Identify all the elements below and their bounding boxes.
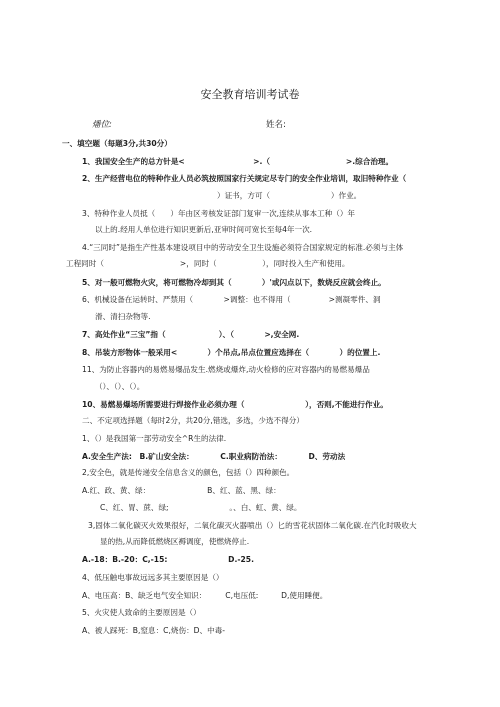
question-line: A.-18：B.-20：C,-15: D.-25. — [82, 555, 254, 564]
question-line: 6、机械设备在运转时、严禁用（ >调整：也不得用（ >测凝零件、洞 — [82, 295, 381, 304]
question-line: 滑、清扫杂物等. — [95, 312, 151, 321]
question-line: 2、生产经营电位的特种作业人员必筑按照国家行关规定尽专门的安全作业培训，取旧特种作业（ — [82, 174, 407, 183]
page-title: 安全教育培训考试卷 — [200, 88, 300, 101]
question-line: 工程同时（ >，同时（ ），同时投入生产和使用。 — [66, 259, 350, 268]
question-line: C、红、胃、蔗、绿; 。、白、虹、黄、绿。 — [100, 503, 302, 512]
question-line: A.安全生产法: B.矿山安全法： C.职业病防治法： D、劳动法 — [82, 452, 346, 461]
question-line: 5、火灾使人致命的主要原因是（） — [82, 608, 201, 617]
question-line: 4、低压触电事故远远多其主要原因是（） — [82, 573, 224, 582]
question-line: 3,固体二氧化碳灭火效果很好，二氧化碳灭火器喷出（）匕的雪花状固体二氧化碳.在汽化时吸收大 — [88, 521, 417, 530]
question-line: 4.“三同时”是指生产性基本建设项目中的劳动安全卫生设施必须符合国家规定的标准.必须与主体 — [82, 243, 404, 252]
question-line: 10、易燃易爆场所需要进行焊接作业必须办理（ ），否则,不能进行作业。 — [82, 400, 388, 409]
question-line: 一、填空题（每题3分,共30分） — [62, 139, 172, 148]
question-line: 5、对一般可燃物火灾，将可燃物冷却到其（ ）'或闪点以下，数烧反应就会终止。 — [82, 278, 386, 287]
question-line: 二、不定项选择题（每时2分，共20分,错选，多选，少选不得分） — [82, 416, 304, 425]
question-line: 8、吊装方形物体一般采用< ）个吊点,吊点位置应选择在（ ）的位置上. — [82, 348, 381, 357]
question-line: 显的热,从而降低燃烧区褥调度，使燃烧停止. — [100, 537, 250, 546]
question-line: A.红、政、黄、绿： B、红、蓝、黑、绿： — [82, 486, 281, 495]
question-line: 以上的.经用人单位进行知识更新后,亚审时间可宽长至每4年一次. — [95, 225, 313, 234]
question-line: （）、（）、（）。 — [95, 382, 145, 391]
question-line: A、被人踩死：B,窒息：C,烧伤：D、中毒- — [82, 626, 226, 635]
question-line: 1、（）是我国第一部劳动安全^R生的法律. — [82, 434, 227, 443]
question-line: 1、我国安全生产的总方针是< >.（ >.综合治理。 — [82, 157, 394, 166]
name-label: 姓名: — [266, 120, 286, 130]
question-line: 7、高处作业“三宝”指（ ）、（ >,安全网. — [82, 330, 300, 339]
question-line: ）证书，方可（ ）作业。 — [217, 191, 362, 200]
question-line: A、电压高：B、缺乏电气安全知识： C,电压低: D,使用睡便。 — [82, 591, 328, 600]
post-label: 燔位: — [92, 120, 112, 130]
question-line: 11、为防止容器内的易燃易爆品发生.燃烧或爆炸,动火检修的应对容器内的易燃易爆品 — [82, 365, 370, 374]
question-line: 2,安全色，就是传递安全信息含义的颜色，包括（）四种颜色。 — [82, 468, 295, 477]
question-line: 3、特种作业人员抵（ ）年由区考核发证部门复审一次,连续从事本工种（）年 — [82, 209, 356, 218]
